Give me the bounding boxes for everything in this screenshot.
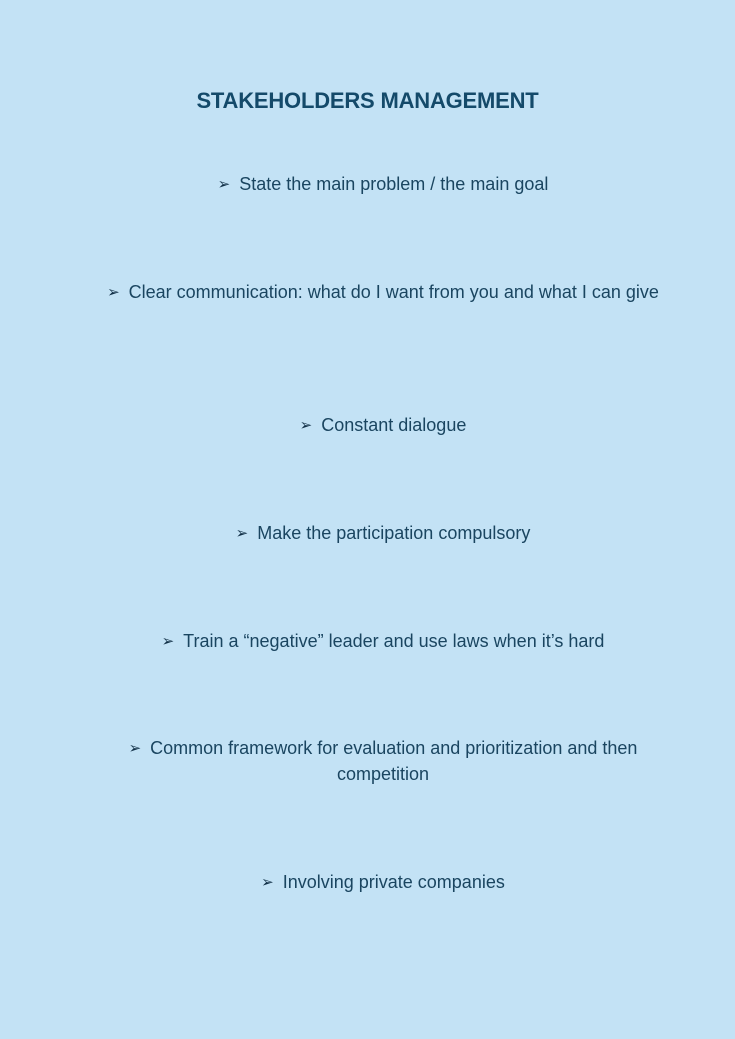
list-item	[98, 869, 668, 895]
list-item-text: State the main problem / the main goal	[239, 174, 549, 194]
list-item	[98, 735, 668, 787]
arrowhead-right-icon: ➢	[161, 632, 175, 650]
list-item-text: Involving private companies	[282, 872, 505, 892]
page-title: STAKEHOLDERS MANAGEMENT	[196, 88, 539, 113]
list-item	[98, 279, 668, 305]
list-item-text: Make the participation compulsory	[257, 523, 531, 543]
list-item	[98, 412, 668, 438]
list-item-text: Train a “negative” leader and use laws when it’s hard	[183, 631, 605, 651]
list-item	[98, 171, 668, 197]
arrowhead-right-icon: ➢	[235, 524, 249, 542]
arrowhead-right-icon: ➢	[107, 283, 120, 301]
arrowhead-right-icon: ➢	[299, 416, 313, 434]
list-item-text: Clear communication: what do I want from you and what I can give	[128, 282, 659, 302]
list-item-text: Constant dialogue	[321, 415, 467, 435]
list-item-text: Common framework for evaluation and prioritization and then competition	[150, 738, 638, 784]
arrowhead-right-icon: ➢	[217, 175, 231, 193]
list-item	[98, 628, 668, 654]
arrowhead-right-icon: ➢	[261, 873, 274, 891]
arrowhead-right-icon: ➢	[128, 739, 142, 757]
list-item	[98, 520, 668, 546]
